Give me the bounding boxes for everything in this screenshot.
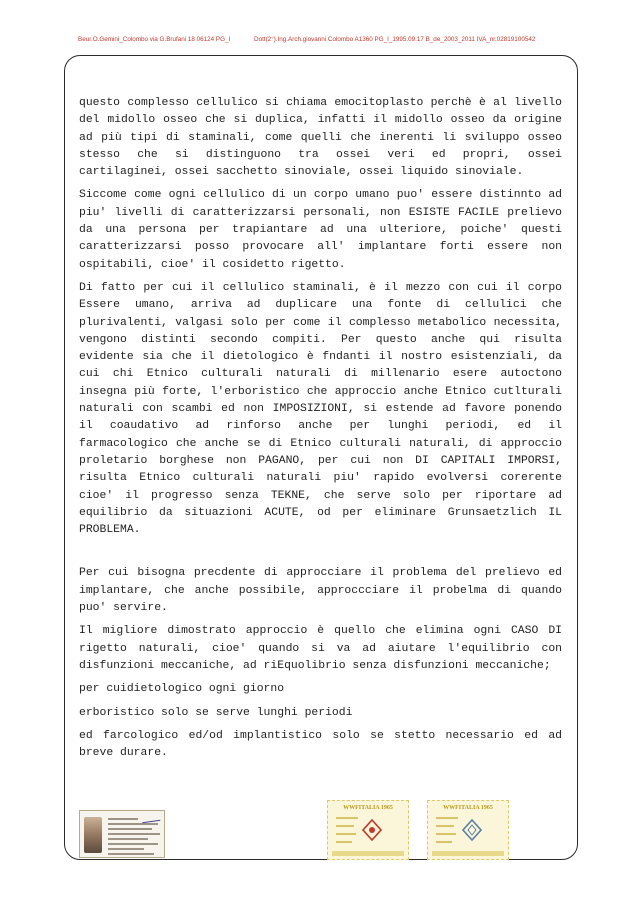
paragraph: erboristico solo se serve lunghi periodi: [79, 706, 353, 719]
portrait-photo: [84, 817, 102, 853]
stamp-left: [327, 800, 409, 860]
paragraph: Per cui bisogna precdente di approcciare il problema del prelievo ed implantare, che anche possibile, approccciare il probelma di quando puo' servire.: [79, 567, 562, 615]
paragraph: Di fatto per cui il cellulico staminali, è il mezzo con cui il corpo Essere umano, arriva ad duplicare una fonte di cellulici che plurivalenti, valgasi solo per come il complesso metabolico necessita, vengono distinti secondo compiti. Per questo anche qui risulta evidente sia che il dietologico è fndanti il nostro esistenziali, da cui chi Etnico culturali naturali di millenario esere autoctono insegna più forte, l'erboristico che approccio anche Etnico cutlturali naturali con scambi ed non IMPOSIZIONI, si estende ad favore ponendo il coaudativo ad rinforso anche per lunghi periodi, ed il farmacologico che anche se di Etnico culturali naturali, di approccio proletario borghese non PAGANO, per cui non DI CAPITALI IMPORSI, risulta Etnico culturali naturali piu' rapido evolversi corerente cioe' il progresso senza TEKNE, che serve solo per riportare ad equilibrio da situazioni ACUTE, od per eliminare Grunsaetzlich IL PROBLEMA.: [79, 281, 562, 537]
paragraph: Il migliore dimostrato approccio è quello che elimina ogni CASO DI rigetto naturali, cioe' quando si va ad aiutare l'equilibrio con disfunzioni meccaniche, ad riEquolibrio senza disfunzioni meccaniche;: [79, 625, 562, 672]
header-address: Beur.O.Gemini_Colombo via G.Brufani 18 06124 PG_I: [78, 36, 231, 43]
paragraph: Siccome come ogni cellulico di un corpo umano puo' essere distinnto ad piu' livelli di caratterizzarsi personali, non ESISTE FACILE prelievo da una persona per trapiantare ad una ulteriore, poiche' questi caratterizzarsi posso provocare all' implantare forti essere non ospitabili, cioe' il cosidetto rigetto.: [79, 189, 562, 271]
paragraph: ed farcologico ed/od implantistico solo se stetto necessario ed ad breve durare.: [79, 729, 562, 760]
stamp-right: [427, 800, 509, 860]
stamp-right-title: WWFITALIA 1965: [443, 805, 493, 811]
red-emblem-icon: [362, 819, 382, 841]
signature-mark: [142, 815, 161, 823]
paragraph: per cuidietologico ogni giorno: [79, 683, 285, 696]
page-header: [78, 36, 598, 43]
header-author-info: Dott(2°).Ing.Arch.giovanni Colombo A1360 PG_I_1995.09.17 B_de_2003_2011 IVA_nr.02819100542: [254, 36, 536, 43]
document-body: [79, 95, 562, 768]
id-card-image: [79, 810, 165, 858]
stamp-left-title: WWFITALIA 1965: [343, 805, 393, 811]
blue-emblem-icon: [462, 819, 482, 841]
paragraph: questo complesso cellulico si chiama emocitoplasto perchè è al livello del midollo osseo che si duplica, infatti il midollo osseo da origine ad più tipi di staminali, come quelli che inerenti li sviluppo osseo stesso che si distinguono tra ossei veri ed propri, ossei cartilaginei, ossei sacchetto sinoviale, ossei liquido sinoviale.: [79, 97, 562, 179]
